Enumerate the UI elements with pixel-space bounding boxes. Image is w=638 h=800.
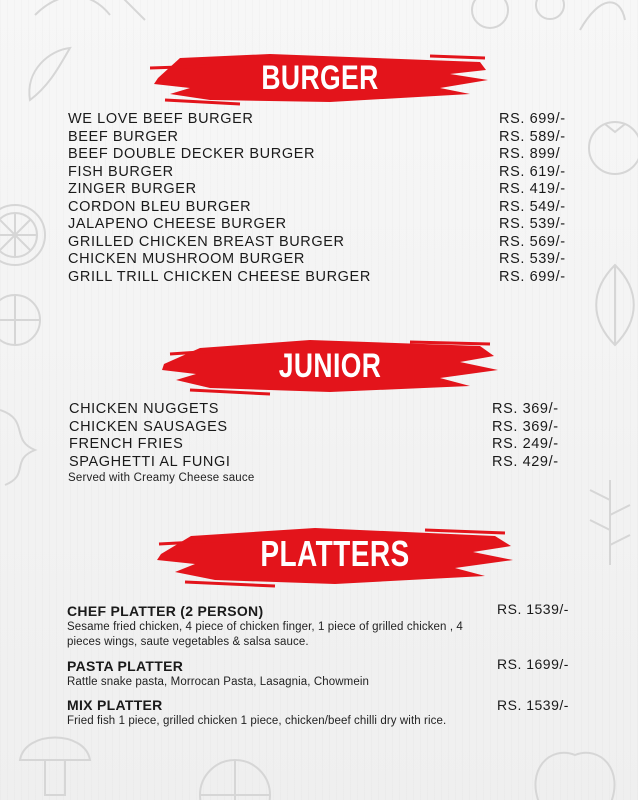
item-price: RS. 619/- xyxy=(499,163,566,180)
item-name: CHICKEN MUSHROOM BURGER xyxy=(68,251,305,267)
item-price: RS. 699/- xyxy=(499,111,566,127)
item-name: CORDON BLEU BURGER xyxy=(68,198,252,215)
item-price: RS. 569/- xyxy=(499,233,566,250)
doodle-chicken-icon xyxy=(460,0,630,40)
section-title: JUNIOR xyxy=(278,346,382,385)
list-item xyxy=(68,129,573,146)
list-item xyxy=(68,269,573,286)
doodle-lemon-icon xyxy=(0,200,50,270)
doodle-bell-pepper-icon xyxy=(520,730,630,800)
section-banner-junior xyxy=(160,336,500,396)
item-name: FISH BURGER xyxy=(68,163,174,180)
list-item xyxy=(68,199,573,216)
item-name: JALAPENO CHEESE BURGER xyxy=(68,216,287,232)
list-item xyxy=(69,454,566,471)
item-price: RS. 589/- xyxy=(499,128,566,145)
doodle-vegetable-icon xyxy=(30,0,150,30)
item-note: Served with Creamy Cheese sauce xyxy=(68,472,255,484)
item-name: SPAGHETTI AL FUNGI xyxy=(69,453,231,470)
platter-description: Rattle snake pasta, Morrocan Pasta, Lasagnia, Chowmein xyxy=(67,676,370,688)
platter-description: Fried fish 1 piece, grilled chicken 1 piece, chicken/beef chilli dry with rice. xyxy=(67,715,447,727)
item-price: RS. 699/- xyxy=(499,268,566,285)
item-name: GRILLED CHICKEN BREAST BURGER xyxy=(68,233,345,250)
item-name: GRILL TRILL CHICKEN CHEESE BURGER xyxy=(68,268,371,285)
item-price: RS. 369/- xyxy=(492,418,559,435)
list-item xyxy=(68,216,573,233)
list-item xyxy=(69,419,566,436)
list-item xyxy=(68,234,573,251)
item-price: RS. 539/- xyxy=(499,251,566,267)
item-name: BEEF DOUBLE DECKER BURGER xyxy=(68,146,316,162)
item-name: CHICKEN SAUSAGES xyxy=(69,418,228,435)
doodle-lemon-icon xyxy=(0,290,45,350)
doodle-leaf-icon xyxy=(585,260,638,350)
doodle-tomato-icon xyxy=(580,110,638,180)
list-item xyxy=(68,181,573,198)
platter-name: PASTA PLATTER xyxy=(67,658,184,674)
list-item xyxy=(69,436,566,453)
item-price: RS. 369/- xyxy=(492,401,559,417)
doodle-mushroom-icon xyxy=(10,720,100,800)
item-price: RS. 249/- xyxy=(492,436,559,452)
platter-description: Sesame fried chicken, 4 piece of chicken finger, 1 piece of grilled chicken , 4 pieces wings, saute vegetables & salsa sauce. xyxy=(67,621,463,648)
item-name: WE LOVE BEEF BURGER xyxy=(68,111,254,127)
doodle-pepper-icon xyxy=(20,40,80,110)
item-price: RS. 539/- xyxy=(499,216,566,232)
item-name: BEEF BURGER xyxy=(68,128,179,145)
doodle-lemon-icon xyxy=(190,750,280,800)
section-title: BURGER xyxy=(261,58,379,97)
list-item xyxy=(68,146,573,163)
platter-price: RS. 1699/- xyxy=(497,656,569,672)
platter-price: RS. 1539/- xyxy=(497,697,569,713)
item-name: ZINGER BURGER xyxy=(68,181,197,197)
doodle-ginger-icon xyxy=(0,400,50,490)
platter-name: MIX PLATTER xyxy=(67,697,163,713)
item-name: FRENCH FRIES xyxy=(69,436,184,452)
list-item xyxy=(68,164,573,181)
item-price: RS. 899/ xyxy=(499,146,561,162)
item-name: CHICKEN NUGGETS xyxy=(69,401,219,417)
item-price: RS. 419/- xyxy=(499,181,566,197)
platter-price: RS. 1539/- xyxy=(497,601,569,617)
list-item xyxy=(68,111,573,128)
section-banner-burger xyxy=(150,48,490,108)
item-price: RS. 429/- xyxy=(492,453,559,470)
item-price: RS. 549/- xyxy=(499,198,566,215)
section-title: PLATTERS xyxy=(260,533,410,574)
section-banner-platters xyxy=(155,524,515,584)
doodle-herb-icon xyxy=(580,470,638,570)
list-item xyxy=(69,401,566,418)
list-item xyxy=(68,251,573,268)
platter-name: CHEF PLATTER (2 PERSON) xyxy=(67,603,264,619)
